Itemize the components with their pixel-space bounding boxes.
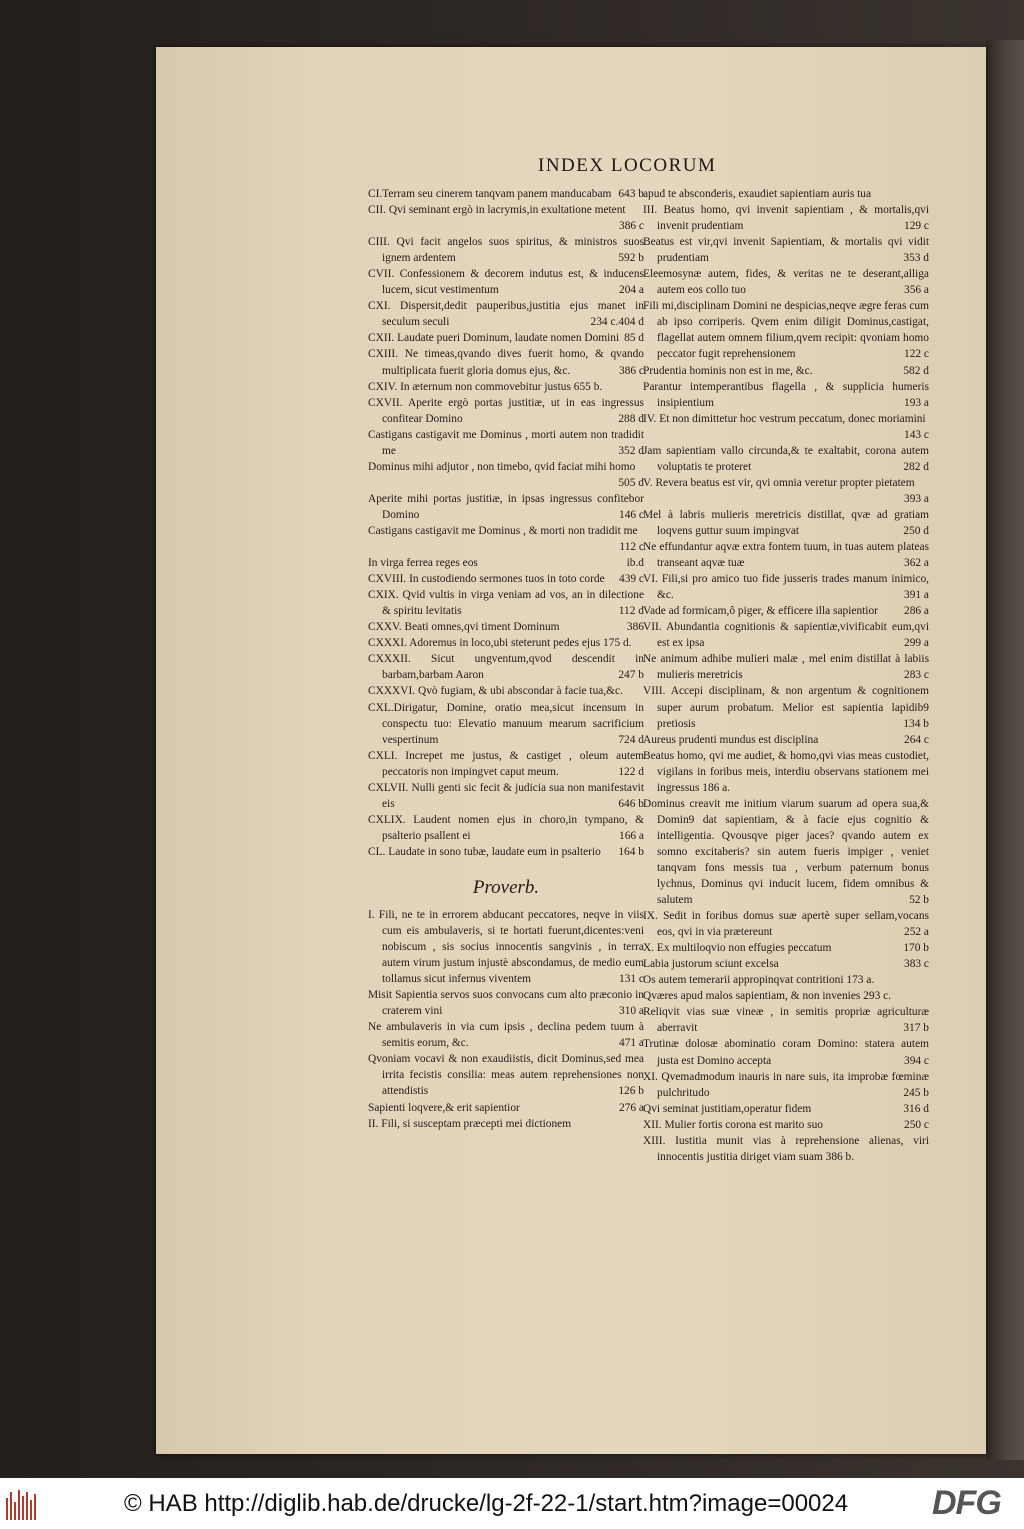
entry-text: CXII. Laudate pueri Dominum, laudate nomen Domini (368, 332, 620, 345)
entry-text: CXXXII. Sicut ungventum,qvod descendit in barbam,barbam Aaron (368, 653, 644, 682)
entry-text: Parantur intemperantibus flagella , & supplicia humeris insipientium (643, 380, 929, 409)
entry-text: XIII. Iustitia munit vias à reprehensione alienas, viri innocentis justitia diriget viam suam 386 b. (643, 1134, 929, 1163)
entry-text: CVII. Confessionem & decorem indutus est, & inducens lucem, sicut vestimentum (368, 268, 644, 297)
entry-text: Aureus prudenti mundus est disciplina (643, 733, 819, 746)
entry-text: CXLVII. Nulli genti sic fecit & judicia sua non manifestavit eis (368, 781, 644, 810)
page-header: INDEX LOCORUM (538, 155, 717, 176)
entry-text: Eleemosynæ autem, fides, & veritas ne te deserant,alliga autem eos collo tuo (643, 268, 929, 297)
entry-text: CXXXI. Adoremus in loco,ubi steterunt pedes ejus 175 d. (368, 637, 632, 650)
entry-text: CXIV. In æternum non commovebitur justus 655 b. (368, 380, 603, 393)
entry-reference: 282 d (903, 460, 929, 473)
index-entry (643, 363, 929, 379)
index-entry (368, 330, 644, 346)
entry-reference: ib.d (626, 557, 644, 570)
index-entry (643, 202, 929, 234)
dfg-logo: DFG (932, 1484, 1001, 1522)
entry-text: I. Fili, ne te in errorem abducant peccatores, neqve in viis cum eis ambulaveris, si te hortati fuerunt,dicentes:veni nobiscum , sis socius innocentis sangvinis , in terra autem virum justum injustè abscondamus, de medio eum tollamus sicut infernus viventem (368, 908, 644, 986)
index-entry (368, 651, 644, 683)
index-entry (643, 539, 929, 571)
index-entry (368, 234, 644, 266)
entry-reference: 122 c (904, 348, 929, 361)
entry-text: Ne ambulaveris in via cum ipsis , declina pedem tuum à semitis eorum, &c. (368, 1021, 644, 1050)
entry-reference: 134 b (903, 717, 929, 730)
entry-reference: 112 d (618, 605, 644, 618)
entry-reference: 391 a (904, 589, 929, 602)
index-entry (368, 1051, 644, 1099)
entry-text: apud te absconderis, exaudiet sapientiam auris tua (643, 188, 872, 200)
index-entry (643, 603, 929, 619)
index-entry (643, 1069, 929, 1101)
hab-logo-icon (6, 1488, 38, 1520)
index-entry (368, 555, 644, 571)
entry-reference: 353 d (903, 252, 929, 265)
index-entry (368, 298, 644, 330)
entry-text: Reliqvit vias suæ vineæ , in semitis propriæ agriculturæ aberravit (643, 1006, 929, 1035)
entry-text: CXL.Dirigatur, Domine, oratio mea,sicut incensum in conspectu tuo: Elevatio manuum mearum sacrificium vespertinum (368, 701, 644, 746)
index-entry (368, 748, 644, 780)
entry-reference: 394 c (904, 1054, 929, 1067)
entry-text: IV. Et non dimittetur hoc vestrum peccatum, donec moriamini (643, 412, 926, 425)
entry-text: VII. Abundantia cognitionis & sapientiæ,vivificabit eum,qvi est ex ipsa (643, 621, 929, 650)
entry-reference: 724 d (618, 733, 644, 746)
entry-reference: 129 c (904, 220, 929, 233)
index-entry (368, 1100, 644, 1116)
entry-text: CXLI. Increpet me justus, & castiget , oleum autem peccatoris non impingvet caput meum. (368, 749, 644, 778)
index-entry (368, 1116, 644, 1132)
index-entry (368, 700, 644, 748)
entry-reference: 471 a (619, 1037, 644, 1050)
entry-reference: 122 d (618, 765, 644, 778)
entry-reference: 112 c (619, 541, 644, 554)
entry-text: Os autem temerarii appropinqvat contritioni 173 a. (643, 974, 875, 987)
entry-text: XII. Mulier fortis corona est marito suo (643, 1118, 823, 1131)
entry-reference: 126 b (618, 1085, 644, 1098)
entry-text: Dominus mihi adjutor , non timebo, qvid faciat mihi homo (368, 460, 636, 473)
index-entry (643, 298, 929, 362)
entry-text: VIII. Accepi disciplinam, & non argentum & cognitionem super aurum probatum. Melior est sapientia lapidib9 pretiosis (643, 685, 929, 730)
index-entry (643, 1117, 929, 1133)
entry-text: XI. Qvemadmodum inauris in nare suis, ita improbæ fœminæ pulchritudo (643, 1070, 929, 1099)
entry-text: Qværes apud malos sapientiam, & non invenies 293 c. (643, 990, 892, 1003)
entry-text: Qvi seminat justitiam,operatur fidem (643, 1102, 812, 1115)
index-entry (368, 427, 644, 459)
section-title: Proverb. (472, 876, 540, 898)
entry-text: Aperite mihi portas justitiæ, in ipsas ingressus confitebor Domino (368, 492, 644, 521)
index-entry (368, 379, 644, 395)
index-entry (643, 186, 929, 202)
index-entry (643, 651, 929, 683)
index-entry (643, 234, 929, 266)
entry-text: CXVII. Aperite ergò portas justitiæ, ut in eas ingressus confitear Domino (368, 396, 644, 425)
right-column (643, 186, 929, 1165)
entry-reference: 352 d (618, 444, 644, 457)
index-entry (368, 844, 644, 860)
left-column (368, 186, 644, 1132)
entry-text: CXIII. Ne timeas,qvando dives fuerit homo, & qvando multiplicata fuerit gloria domus ejus, &c. (368, 348, 644, 377)
index-entry (368, 459, 644, 491)
index-entry (643, 571, 929, 603)
index-entry (643, 940, 929, 956)
entry-reference: 250 c (904, 1118, 929, 1131)
entry-text: VI. Fili,si pro amico tuo fide jusseris trades manum inimico, &c. (643, 573, 929, 602)
entry-text: CIII. Qvi facit angelos suos spiritus, & ministros suos ignem ardentem (368, 236, 644, 265)
entry-text: Mel à labris mulieris meretricis distillat, qvæ ad gratiam loqvens guttur suum impingvat (643, 508, 929, 537)
entry-text: Castigans castigavit me Dominus , morti autem non tradidit me (368, 428, 644, 457)
entry-reference: 383 c (904, 958, 929, 971)
entry-reference: 393 a (904, 492, 929, 505)
entry-text: Qvoniam vocavi & non exaudiistis, dicit Dominus,sed mea irrita fecistis consilia: meas autem reprehensiones non attendistis (368, 1053, 644, 1098)
entry-text: Castigans castigavit me Dominus , & morti non tradidit me (368, 524, 638, 537)
entry-text: In virga ferrea reges eos (368, 557, 478, 570)
entry-reference: 646 b (618, 797, 644, 810)
entry-text: III. Beatus homo, qvi invenit sapientiam , & mortalis,qvi invenit prudentiam (643, 204, 929, 233)
footer-copyright-link[interactable]: © HAB http://diglib.hab.de/drucke/lg-2f-22-1/start.htm?image=00024 (124, 1490, 849, 1517)
entry-text: V. Revera beatus est vir, qvi omnia veretur propter pietatem (643, 476, 915, 489)
index-entry (368, 523, 644, 555)
entry-reference: 131 c (619, 973, 644, 986)
entry-text: X. Ex multiloqvio non effugies peccatum (643, 942, 832, 955)
entry-text: Ne effundantur aqvæ extra fontem tuum, in tuas autem plateas transeant aqvæ tuæ (643, 541, 929, 570)
index-entry (368, 491, 644, 523)
entry-text: Beatus est vir,qvi invenit Sapientiam, & mortalis qvi vidit prudentiam (643, 236, 929, 265)
index-entry (368, 202, 644, 234)
index-entry (368, 635, 644, 651)
entry-reference: 85 d (624, 332, 644, 345)
index-entry (368, 987, 644, 1019)
entry-reference: 310 a (619, 1005, 644, 1018)
index-entry (643, 1004, 929, 1036)
entry-reference: 582 d (903, 364, 929, 377)
entry-reference: 170 b (903, 942, 929, 955)
entry-reference: 299 a (904, 637, 929, 650)
entry-text: Vade ad formicam,ô piger, & efficere illa sapientior (643, 605, 878, 618)
entry-reference: 52 b (909, 894, 929, 907)
entry-reference: 643 b (618, 188, 644, 200)
entry-text: Jam sapientiam vallo circunda,& te exaltabit, corona autem voluptatis te proteret (643, 444, 929, 473)
entry-reference: 166 a (619, 829, 644, 842)
entry-reference: 288 d (618, 412, 644, 425)
entry-reference: 193 a (904, 396, 929, 409)
entry-reference: 505 d (618, 476, 644, 489)
entry-reference: 264 c (904, 733, 929, 746)
entry-text: Beatus homo, qvi me audiet, & homo,qvi vias meas custodiet, vigilans in foribus meis, interdiu observans stationem mei ingressus 186 a. (643, 749, 929, 794)
index-entry (643, 475, 929, 507)
entry-reference: 283 c (904, 669, 929, 682)
entry-reference: 316 d (903, 1102, 929, 1115)
page-edge (986, 40, 1024, 1460)
index-entry (368, 683, 644, 699)
index-entry (643, 748, 929, 796)
index-entry (368, 346, 644, 378)
index-entry (368, 395, 644, 427)
entry-reference: 204 a (619, 284, 644, 297)
entry-text: CXIX. Qvid vultis in virga veniam ad vos, an in dilectione & spiritu levitatis (368, 589, 644, 618)
entry-text: IX. Sedit in foribus domus suæ apertè super sellam,vocans eos, qvi in via prætereunt (643, 910, 929, 939)
entry-reference: 317 b (903, 1022, 929, 1035)
index-entry (643, 1036, 929, 1068)
entry-text: Ne animum adhibe mulieri malæ , mel enim distillat à labiis mulieris meretricis (643, 653, 929, 682)
entry-reference: 234 c.404 d (590, 316, 644, 329)
entry-reference: 592 b (618, 252, 644, 265)
index-entry (643, 507, 929, 539)
entry-reference: 362 a (904, 557, 929, 570)
index-entry (368, 186, 644, 202)
entry-text: Sapienti loqvere,& erit sapientior (368, 1101, 520, 1114)
entry-text: Trutinæ dolosæ abominatio coram Domino: statera autem justa est Domino accepta (643, 1038, 929, 1067)
index-entry (643, 972, 929, 988)
entry-text: Labia justorum sciunt excelsa (643, 958, 779, 971)
entry-reference: 276 a (619, 1101, 644, 1114)
index-entry (368, 907, 644, 987)
entry-text: Dominus creavit me initium viarum suarum ad opera sua,& Domin9 dat sapientiam, & à facie ejus cognitio & intelligentia. Qvousqve piger jaces? qvando autem ex somno excitaberis? sin autem fueris impiger , veniet tanqvam fons messis tua , verbum paternum bonus lychnus, Dominus qvi inducit lucem, fidem omnibus & salutem (643, 797, 929, 907)
index-entry (643, 411, 929, 443)
index-entry (643, 1133, 929, 1165)
entry-text: CL. Laudate in sono tubæ, laudate eum in psalterio (368, 845, 601, 858)
index-entry (368, 619, 644, 635)
entry-reference: 439 c (619, 573, 644, 586)
entry-reference: 386 c (619, 364, 644, 377)
entry-reference: 146 c (619, 508, 644, 521)
entry-text: Prudentia hominis non est in me, &c. (643, 364, 813, 377)
index-entry (643, 988, 929, 1004)
entry-text: Fili mi,disciplinam Domini ne despicias,neqve ægre feras cum ab ipso corriperis. Qvem enim diligit Dominus,castigat, flagellat autem omnem filium,qvem recipit: qvoniam homo peccator fugit reprehensionem (643, 300, 929, 361)
entry-reference: 250 d (903, 524, 929, 537)
index-entry (643, 956, 929, 972)
index-entry (368, 780, 644, 812)
index-entry (643, 908, 929, 940)
entry-reference: 252 a (904, 926, 929, 939)
index-entry (368, 812, 644, 844)
entry-text: CXXV. Beati omnes,qvi timent Dominum (368, 621, 560, 634)
footer-bar (0, 1478, 1024, 1529)
entry-text: Misit Sapientia servos suos convocans cum alto præconio in craterem vini (368, 989, 644, 1018)
entry-reference: 386 (626, 621, 644, 634)
entry-text: CXI. Dispersit,dedit pauperibus,justitia ejus manet in seculum seculi (368, 300, 644, 329)
entry-text: CXVIII. In custodiendo sermones tuos in toto corde (368, 573, 605, 586)
entry-text: II. Fili, si susceptam præcepti mei dictionem (368, 1117, 572, 1130)
entry-reference: 286 a (904, 605, 929, 618)
index-entry (643, 796, 929, 908)
entry-reference: 386 c (619, 220, 644, 233)
entry-reference: 245 b (903, 1086, 929, 1099)
index-entry (643, 379, 929, 411)
index-entry (643, 1101, 929, 1117)
entry-reference: 164 b (618, 845, 644, 858)
index-entry (368, 266, 644, 298)
entry-text: CXLIX. Laudent nomen ejus in choro,in tympano, & psalterio psallent ei (368, 813, 644, 842)
entry-text: CII. Qvi seminant ergò in lacrymis,in exultatione metent (368, 204, 626, 217)
index-entry (368, 587, 644, 619)
entry-text: CI.Terram seu cinerem tanqvam panem manducabam (368, 188, 612, 200)
entry-text: CXXXVI. Qvò fugiam, & ubi abscondar à facie tua,&c. (368, 685, 623, 698)
index-entry (643, 266, 929, 298)
index-entry (643, 619, 929, 651)
index-entry (368, 571, 644, 587)
entry-reference: 356 a (904, 284, 929, 297)
index-entry (643, 443, 929, 475)
entry-reference: 143 c (904, 428, 929, 441)
index-entry (368, 1019, 644, 1051)
index-entry (643, 683, 929, 731)
index-entry (643, 732, 929, 748)
entry-reference: 247 b (618, 669, 644, 682)
